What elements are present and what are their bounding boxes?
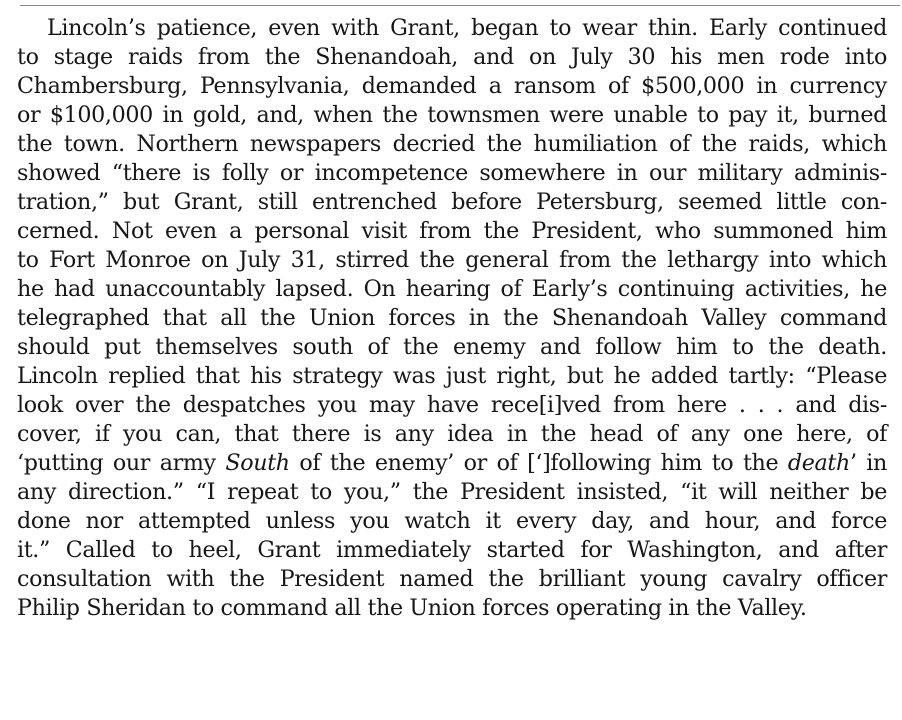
text-line: any direction.” “I repeat to you,” the President insisted, “it will neither be <box>17 479 887 505</box>
text-line: tration,” but Grant, still entrenched before Petersburg, seemed little con- <box>17 189 887 215</box>
text-line-with-italics <box>17 449 887 478</box>
text-line: cerned. Not even a personal visit from the President, who summoned him <box>17 218 887 244</box>
text-line: Philip Sheridan to command all the Union forces operating in the Valley. <box>17 595 807 621</box>
text-line: consultation with the President named the brilliant young cavalry officer <box>17 566 887 592</box>
text-segment: ’ in <box>849 450 887 476</box>
text-segment: of the enemy’ or of [‘]following him to the <box>289 450 788 476</box>
text-line: Lincoln replied that his strategy was just right, but he added tartly: “Please <box>17 363 887 389</box>
text-segment: ‘putting our army <box>17 450 226 476</box>
text-line: the town. Northern newspapers decried the humiliation of the raids, which <box>17 131 887 157</box>
text-line: to Fort Monroe on July 31, stirred the general from the lethargy into which <box>17 247 887 273</box>
text-line: it.” Called to heel, Grant immediately started for Washington, and after <box>17 537 887 563</box>
text-line: Lincoln’s patience, even with Grant, began to wear thin. Early continued <box>47 15 887 41</box>
text-line: to stage raids from the Shenandoah, and on July 30 his men rode into <box>17 44 887 70</box>
text-line: showed “there is folly or incompetence somewhere in our military adminis- <box>17 160 887 186</box>
italic-word: South <box>225 450 290 476</box>
text-line: look over the despatches you may have rece[i]ved from here . . . and dis- <box>17 392 887 418</box>
text-line: done nor attempted unless you watch it every day, and hour, and force <box>17 508 887 534</box>
text-line: he had unaccountably lapsed. On hearing of Early’s continuing activities, he <box>17 276 887 302</box>
text-line: or $100,000 in gold, and, when the townsmen were unable to pay it, burned <box>17 102 887 128</box>
text-line: should put themselves south of the enemy and follow him to the death. <box>17 334 887 360</box>
text-line: Chambersburg, Pennsylvania, demanded a ransom of $500,000 in currency <box>17 73 887 99</box>
top-rule <box>20 5 900 6</box>
text-line: telegraphed that all the Union forces in the Shenandoah Valley command <box>17 305 887 331</box>
text-line: cover, if you can, that there is any idea in the head of any one here, of <box>17 421 887 447</box>
body-paragraph <box>17 14 887 623</box>
italic-word: death <box>787 450 850 476</box>
